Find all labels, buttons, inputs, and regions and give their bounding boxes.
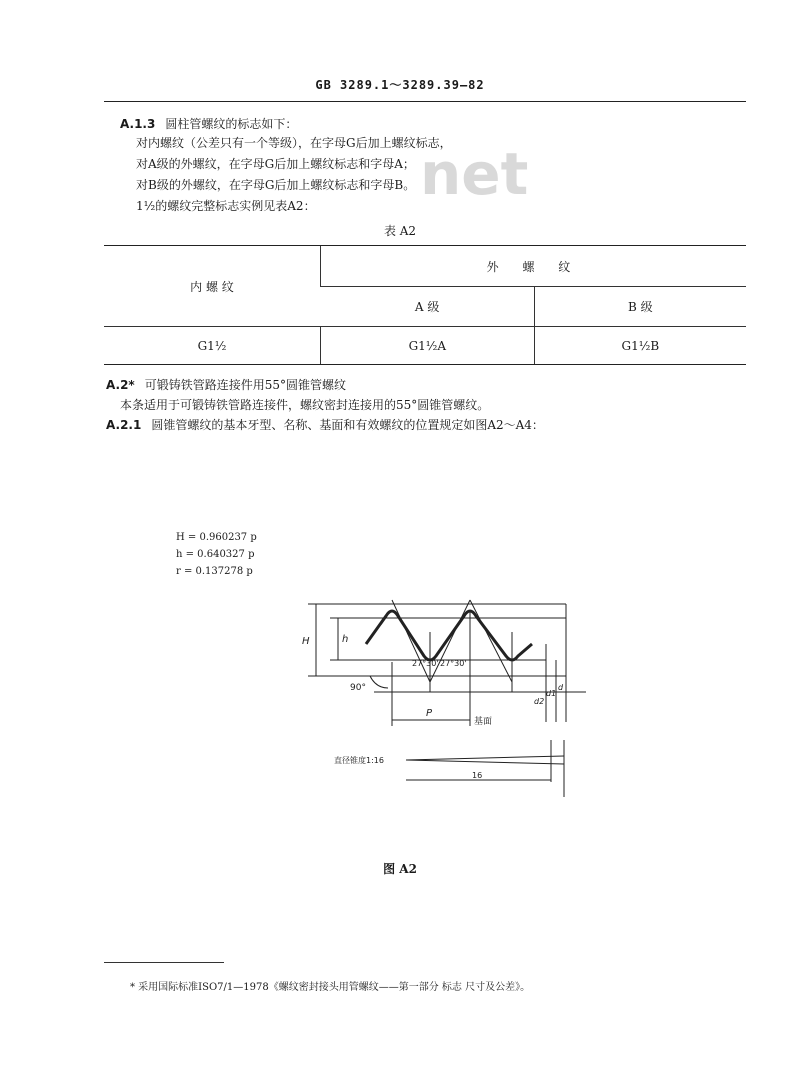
paragraph-line: 本条适用于可锻铸铁管路连接件，螺纹密封连接用的55°圆锥管螺纹。 (120, 398, 490, 412)
formula-r: r = 0.137278 p (176, 566, 253, 577)
label-half-angle-right: 27°30' (440, 659, 467, 668)
label-h: h (342, 634, 349, 645)
label-taper: 直径锥度1:16 (334, 756, 384, 765)
paragraph-line: 对B级的外螺纹，在字母G后加上螺纹标志和字母B。 (136, 178, 416, 192)
section-title: 圆柱管螺纹的标志如下： (165, 117, 298, 131)
cell-grade-a: G1½A (321, 327, 535, 365)
section-number: A.2* (106, 378, 135, 392)
page-header: GB 3289.1～3289.39—82 (315, 78, 485, 92)
header-external-thread: 外 螺 纹 (321, 246, 747, 287)
label-half-angle-left: 27°30' (412, 659, 439, 668)
label-taper-length: 16 (472, 771, 483, 780)
footnote-rule (104, 962, 224, 963)
paragraph-line: 对内螺纹（公差只有一个等级），在字母G后加上螺纹标志， (136, 136, 452, 150)
formula-H: H = 0.960237 p (176, 532, 257, 543)
cell-internal: G1½ (104, 327, 321, 365)
label-d2: d2 (534, 697, 545, 706)
paragraph-line: 1½的螺纹完整标志实例见表A2： (136, 199, 316, 213)
footnote: * 采用国际标准ISO7/1—1978《螺纹密封接头用管螺纹——第一部分 标志 尺寸及公差》。 (130, 982, 531, 993)
label-d1: d1 (546, 689, 557, 698)
label-pitch: P (426, 708, 433, 719)
thread-profile-diagram (296, 592, 596, 802)
header-grade-b: B 级 (534, 287, 746, 327)
label-H: H (302, 636, 310, 647)
section-text: 圆锥管螺纹的基本牙型、名称、基面和有效螺纹的位置规定如图A2～A4： (151, 418, 544, 432)
section-a2-heading (106, 378, 346, 393)
header-grade-a: A 级 (321, 287, 535, 327)
section-number: A.2.1 (106, 418, 142, 432)
section-a21-line (106, 418, 544, 433)
section-title: 可锻铸铁管路连接件用55°圆锥管螺纹 (144, 378, 346, 392)
figure-caption: 图 A2 (383, 862, 417, 876)
watermark: net (420, 140, 529, 208)
cell-grade-b: G1½B (534, 327, 746, 365)
section-number: A.1.3 (120, 117, 156, 131)
table-a2 (104, 245, 746, 365)
label-90-degree: 90° (350, 683, 366, 693)
section-a13-heading (120, 117, 297, 132)
formula-h: h = 0.640327 p (176, 549, 255, 560)
header-internal-thread: 内 螺 纹 (104, 246, 321, 327)
label-d: d (558, 683, 564, 692)
table-caption: 表 A2 (383, 224, 417, 238)
paragraph-line: 对A级的外螺纹，在字母G后加上螺纹标志和字母A； (136, 157, 415, 171)
header-rule (104, 101, 746, 102)
label-base-plane: 基面 (474, 717, 493, 727)
